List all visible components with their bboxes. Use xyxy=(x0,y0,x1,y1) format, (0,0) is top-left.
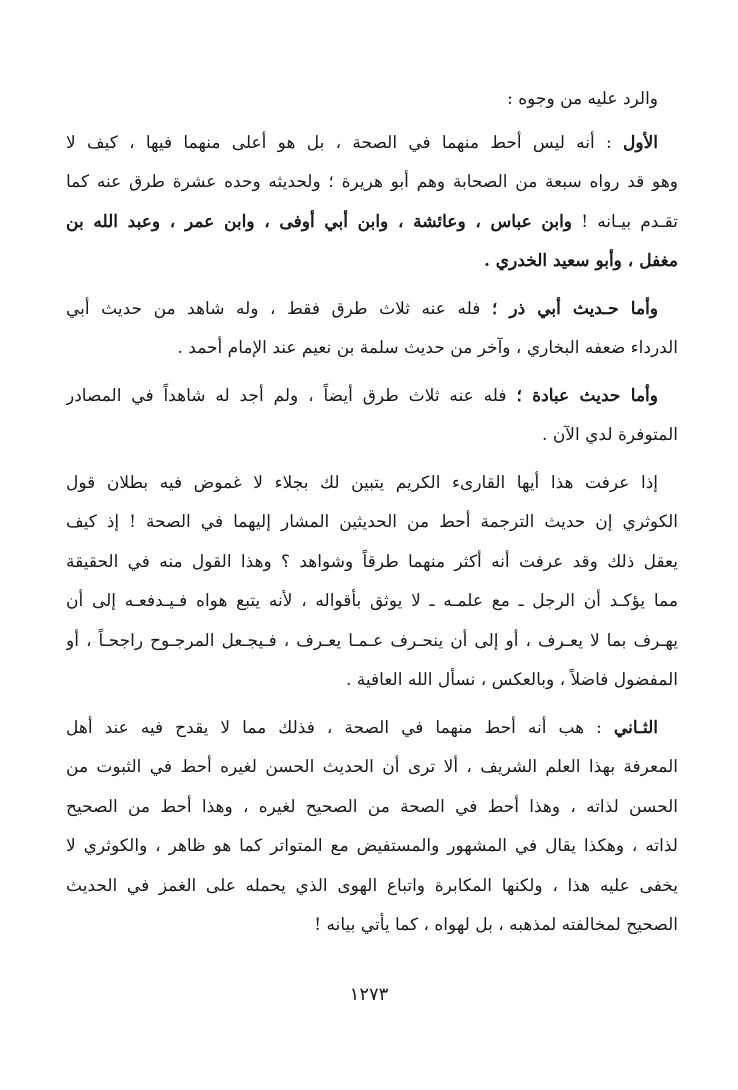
intro-paragraph xyxy=(66,80,678,120)
paragraph-line: المعرفة بهذا العلم الشريف ، ألا ترى أن الحديث الحسن لغيره أحط في الثبوت من xyxy=(66,757,678,777)
paragraph-line: وأما حديث عبادة ؛ فله عنه ثلاث طرق أيضاً ، ولم أجد له شاهداً في المصادر xyxy=(66,385,658,406)
paragraph-line: مما يؤكـد أن الرجل ـ مع علمـه ـ لا يوثق بأقواله ، لأنه يتبع هواه فـيـدفعـه إلى أن xyxy=(66,591,678,611)
paragraph-line: الكوثري إن حديث الترجمة أحط من الحديثين المشار إليهما في الصحة ! إذ كيف xyxy=(66,512,678,532)
page-number: ١٢٧٣ xyxy=(349,984,389,1005)
paragraph-line: يخفى عليه هذا ، ولكنها المكابرة واتباع الهوى الذي يحمله على الغمز في الحديث xyxy=(66,875,678,896)
paragraph-line: وهو قد رواه سبعة من الصحابة وهم أبو هريرة ؛ ولحديثه وحده عشرة طرق عنه كما xyxy=(66,172,678,192)
paragraph-line: مغفل ، وأبو سعيد الخدري . xyxy=(483,251,678,271)
paragraph-line: الحسن لذاته ، وهذا أحط في الصحة من الصحيح لغيره ، وهذا أحط من الصحيح xyxy=(66,796,678,817)
paragraph-line: المتوفرة لدي الآن . xyxy=(542,425,678,445)
paragraph-line: الدرداء ضعفه البخاري ، وآخر من حديث سلمة بن نعيم عند الإمام أحمد . xyxy=(177,338,678,358)
paragraph-line: يهـرف بما لا يعـرف ، أو إلى أن ينحـرف عـمـا يعـرف ، فـيجـعل المرجـوح راجحـاً ، أو xyxy=(66,630,678,651)
paragraph-line: الأول : أنه ليس أحط منهما في الصحة ، بل هو أعلى منهما فيها ، كيف لا xyxy=(66,132,659,153)
page-body xyxy=(66,80,678,954)
point-heading: الأول xyxy=(623,132,659,153)
paragraph-line: إذا عرفت هذا أيها القارىء الكريم يتبين لك بجلاء لا غموض فيه بطلان قول xyxy=(66,472,658,493)
intro-line: والرد عليه من وجوه : xyxy=(507,89,658,109)
hadith-heading: وأما حديث عبادة ؛ xyxy=(516,385,658,406)
paragraph-line: المفضول فاضلاً ، وبالعكس ، نسأل الله العافية . xyxy=(346,670,678,690)
paragraph-abu-dharr xyxy=(66,290,678,369)
point-heading: الثـاني xyxy=(613,717,659,738)
paragraph-line: لذاته ، وهكذا يقال في المشهور والمستفيض مع المتواتر كما هو ظاهر ، والكوثري لا xyxy=(66,836,678,856)
paragraph-line: الثـاني : هب أنه أحط منهما في الصحة ، فذلك مما لا يقدح فيه عند أهل xyxy=(66,717,659,738)
paragraph-first-point xyxy=(66,124,678,282)
paragraph-line: تقـدم بيـانه ! وابن عباس ، وعائشة ، وابن أبي أوفى ، وابن عمر ، وعبد الله بن xyxy=(66,211,678,232)
paragraph-ubada xyxy=(66,377,678,456)
paragraph-line: الصحيح لمخالفته لمذهبه ، بل لهواه ، كما يأتي بيانه ! xyxy=(314,915,678,935)
paragraph-conclusion xyxy=(66,464,678,701)
hadith-heading: وأما حـديث أبي ذر ؛ xyxy=(491,298,658,319)
paragraph-line: يعقل ذلك وقد عرفت أنه أكثر منهما طرقاً وشواهد ؟ وهذا القول منه في الحقيقة xyxy=(66,551,678,572)
companions-list: وابن عباس ، وعائشة ، وابن أبي أوفى ، وابن عمر ، وعبد الله بن xyxy=(66,211,573,232)
paragraph-line: وأما حـديث أبي ذر ؛ فله عنه ثلاث طرق فقط ، وله شاهد من حديث أبي xyxy=(66,298,658,319)
paragraph-second-point xyxy=(66,709,678,946)
